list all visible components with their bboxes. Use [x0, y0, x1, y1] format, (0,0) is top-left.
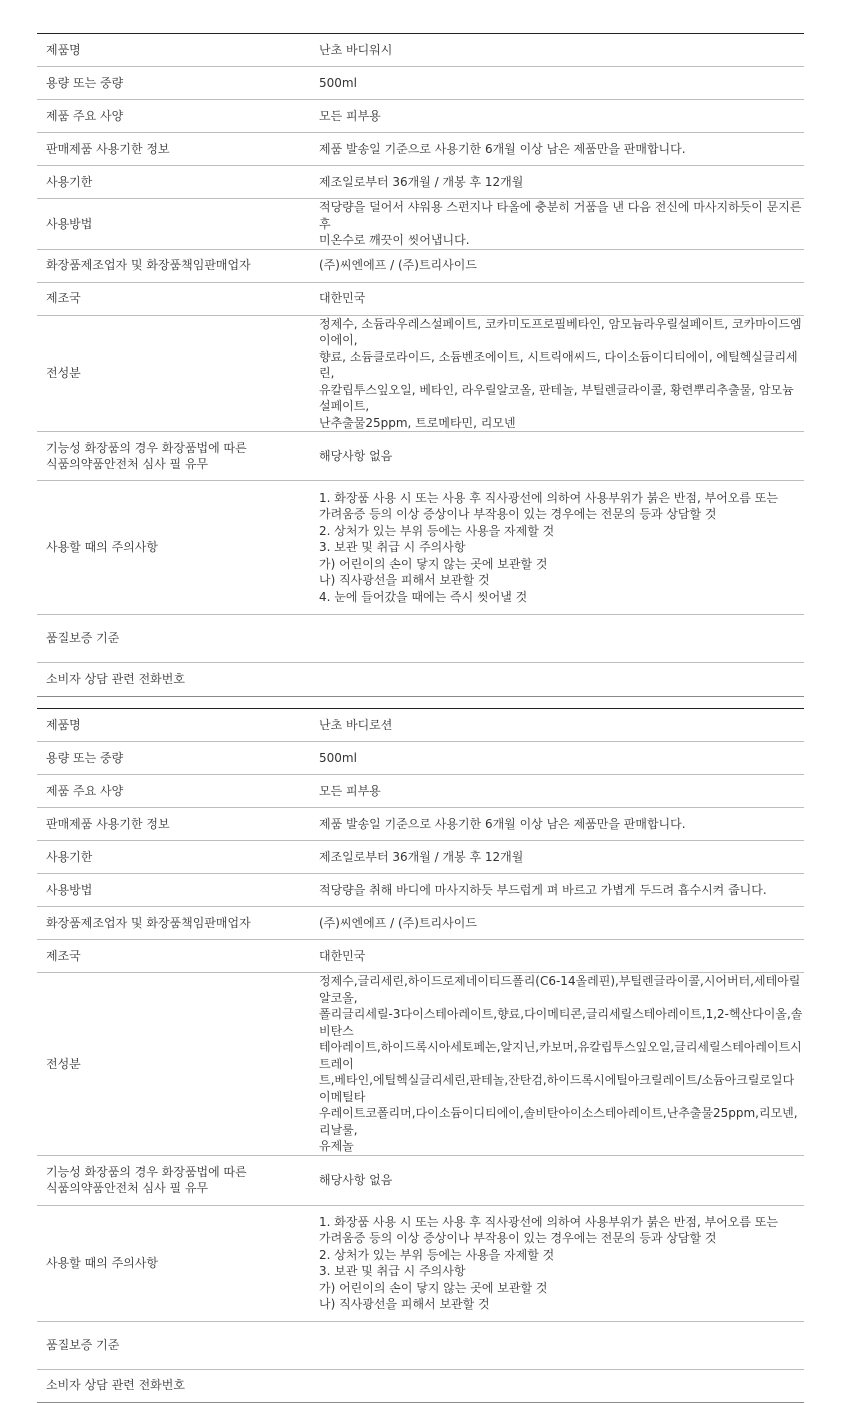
- row-label-text: 판매제품 사용기한 정보: [46, 816, 170, 831]
- info-row-consumer-phone: [37, 663, 804, 697]
- row-value-text: 해당사항 없음: [319, 448, 393, 463]
- info-row-quality-standard: [37, 1321, 804, 1369]
- row-value-text: 모든 피부용: [319, 108, 381, 123]
- row-label-text: 소비자 상담 관련 전화번호: [46, 1378, 185, 1393]
- info-row-usage: [37, 874, 804, 907]
- row-label-text: 기능성 화장품의 경우 화장품법에 따른 식품의약품안전처 심사 필 유무: [46, 440, 247, 471]
- info-row-precautions: [37, 481, 804, 615]
- info-row-capacity: [37, 67, 804, 100]
- row-value: [319, 874, 804, 907]
- row-label: [37, 907, 319, 940]
- product-info-table-bodylotion: [37, 708, 804, 1403]
- row-label: [37, 841, 319, 874]
- product-info-table-bodywash: [37, 33, 804, 697]
- info-row-precautions: [37, 1205, 804, 1321]
- row-value: [319, 166, 804, 199]
- row-label: [37, 315, 319, 432]
- info-row-main-spec: [37, 775, 804, 808]
- row-label: [37, 742, 319, 775]
- row-value-text: 적당량을 덜어서 샤워용 스펀지나 타올에 충분히 거품을 낸 다음 전신에 마사지하듯이 문지른 후 미온수로 깨끗이 씻어냅니다.: [319, 200, 802, 247]
- row-label-text: 화장품제조업자 및 화장품책임판매업자: [46, 258, 251, 273]
- row-label-text: 품질보증 기준: [46, 1337, 120, 1352]
- row-label: [37, 166, 319, 199]
- row-label-text: 화장품제조업자 및 화장품책임판매업자: [46, 915, 251, 930]
- info-row-functional-review: [37, 432, 804, 481]
- info-row-origin: [37, 282, 804, 315]
- row-label-text: 제조국: [46, 948, 81, 963]
- row-value-text: 1. 화장품 사용 시 또는 사용 후 직사광선에 의하여 사용부위가 붉은 반점, 부어오름 또는 가려움증 등의 이상 증상이나 부작용이 있는 경우에는 전문의 등과 상담할 것 2. 상처가 있는 부위 등에는 사용을 자제할 것 3. 보관 및 취급 시 주의사항 가) 어린이의 손이 닿지 않는 곳에 보관할 것 나) 직사광선을 피해서 보관할 것 4. 눈에 들어갔을 때에는 즉시 씻어낼 것: [319, 490, 778, 604]
- row-label-text: 기능성 화장품의 경우 화장품법에 따른 식품의약품안전처 심사 필 유무: [46, 1164, 247, 1195]
- row-value: [319, 940, 804, 973]
- row-value: [319, 315, 804, 432]
- info-row-capacity: [37, 742, 804, 775]
- row-value: [319, 1205, 804, 1321]
- info-row-main-spec: [37, 100, 804, 133]
- row-value: [319, 199, 804, 250]
- info-row-origin: [37, 940, 804, 973]
- row-label-text: 사용기한: [46, 849, 93, 864]
- row-label-text: 제품명: [46, 717, 81, 732]
- row-value: [319, 973, 804, 1156]
- row-label-text: 사용방법: [46, 882, 93, 897]
- row-value-text: 제품 발송일 기준으로 사용기한 6개월 이상 남은 제품만을 판매합니다.: [319, 141, 686, 156]
- row-label: [37, 1321, 319, 1369]
- row-label: [37, 615, 319, 663]
- row-value: [319, 100, 804, 133]
- row-label: [37, 1205, 319, 1321]
- row-value-text: 제조일로부터 36개월 / 개봉 후 12개월: [319, 849, 524, 864]
- row-value-text: 1. 화장품 사용 시 또는 사용 후 직사광선에 의하여 사용부위가 붉은 반점, 부어오름 또는 가려움증 등의 이상 증상이나 부작용이 있는 경우에는 전문의 등과 상담할 것 2. 상처가 있는 부위 등에는 사용을 자제할 것 3. 보관 및 취급 시 주의사항 가) 어린이의 손이 닿지 않는 곳에 보관할 것 나) 직사광선을 피해서 보관할 것: [319, 1214, 778, 1311]
- row-label-text: 판매제품 사용기한 정보: [46, 141, 170, 156]
- info-row-consumer-phone: [37, 1369, 804, 1402]
- row-label-text: 사용기한: [46, 174, 93, 189]
- row-value: [319, 663, 804, 697]
- row-value-text: (주)씨엔에프 / (주)트리사이드: [319, 258, 477, 273]
- row-label-text: 사용방법: [46, 216, 93, 231]
- row-label: [37, 709, 319, 742]
- row-label-text: 제품명: [46, 42, 81, 57]
- row-label: [37, 808, 319, 841]
- row-value: [319, 808, 804, 841]
- row-value: [319, 133, 804, 166]
- info-row-functional-review: [37, 1155, 804, 1205]
- info-row-expiry: [37, 841, 804, 874]
- row-label: [37, 432, 319, 481]
- row-label-text: 제품 주요 사양: [46, 108, 124, 123]
- info-row-expiry: [37, 166, 804, 199]
- row-value: [319, 709, 804, 742]
- row-value: [319, 282, 804, 315]
- row-label: [37, 940, 319, 973]
- row-value: [319, 1321, 804, 1369]
- row-label-text: 사용할 때의 주의사항: [46, 1255, 158, 1270]
- row-value: [319, 432, 804, 481]
- row-label-text: 제조국: [46, 291, 81, 306]
- row-label: [37, 481, 319, 615]
- row-label-text: 품질보증 기준: [46, 631, 120, 646]
- row-label: [37, 34, 319, 67]
- row-label: [37, 775, 319, 808]
- row-value-text: 해당사항 없음: [319, 1172, 393, 1187]
- row-value-text: 적당량을 취해 바디에 마사지하듯 부드럽게 펴 바르고 가볍게 두드려 흡수시켜 줍니다.: [319, 882, 767, 897]
- info-row-expiry-info: [37, 133, 804, 166]
- row-value-text: 대한민국: [319, 948, 366, 963]
- row-label-text: 전성분: [46, 366, 81, 380]
- info-row-ingredients: [37, 315, 804, 432]
- row-label-text: 제품 주요 사양: [46, 783, 124, 798]
- row-value-text: 난초 바디로션: [319, 717, 393, 732]
- info-row-ingredients: [37, 973, 804, 1156]
- row-value: [319, 775, 804, 808]
- row-label: [37, 973, 319, 1156]
- row-value-text: 제조일로부터 36개월 / 개봉 후 12개월: [319, 174, 524, 189]
- row-value: [319, 1369, 804, 1402]
- row-value: [319, 907, 804, 940]
- row-value-text: 정제수, 소듐라우레스설페이트, 코카미도프로필베타인, 암모늄라우릴설페이트, 코카마이드엠이에이, 향료, 소듐클로라이드, 소듐벤조에이트, 시트릭애씨드, 다이소듐이디티에이, 에틸헥실글리세린, 유칼립투스잎오일, 베타인, 라우릴알코올, 판테놀, 부틸렌글라이콜, 황련뿌리추출물, 암모늄설페이트, 난추출물25ppm, 트로메타민, 리모넨: [319, 316, 802, 430]
- row-label: [37, 1369, 319, 1402]
- row-label-text: 소비자 상담 관련 전화번호: [46, 672, 185, 687]
- row-value: [319, 742, 804, 775]
- row-value-text: 모든 피부용: [319, 783, 381, 798]
- row-label: [37, 67, 319, 100]
- info-row-quality-standard: [37, 615, 804, 663]
- row-label: [37, 282, 319, 315]
- row-value-text: 난초 바디워시: [319, 42, 393, 57]
- row-value: [319, 1155, 804, 1205]
- row-label: [37, 100, 319, 133]
- row-value: [319, 615, 804, 663]
- info-row-product-name: [37, 34, 804, 67]
- row-label: [37, 199, 319, 250]
- row-value-text: 500ml: [319, 75, 357, 90]
- info-row-manufacturer: [37, 907, 804, 940]
- info-row-product-name: [37, 709, 804, 742]
- info-row-usage: [37, 199, 804, 250]
- row-value-text: 제품 발송일 기준으로 사용기한 6개월 이상 남은 제품만을 판매합니다.: [319, 816, 686, 831]
- row-label: [37, 1155, 319, 1205]
- row-label: [37, 133, 319, 166]
- row-label-text: 용량 또는 중량: [46, 75, 124, 90]
- row-value-text: 정제수,글리세린,하이드로제네이티드폴리(C6-14올레핀),부틸렌글라이콜,시어버터,세테아릴알코올, 폴리글리세릴-3다이스테아레이트,향료,다이메티콘,글리세릴스테아레이트,1,2-헥산다이올,솔비탄스 테아레이트,하이드록시아세토페논,알지닌,카보머,유칼립투스잎오일,글리세릴스테아레이트시트레이 트,베타인,에틸헥실글리세린,판테놀,잔탄검,하이드록시에틸아크릴레이트/소듐아크릴로일다이메틸타 우레이트코폴리머,다이소듐이디티에이,솔비탄아이소스테아레이트,난추출물25ppm,리모넨,리날룰, 유제놀: [319, 974, 803, 1153]
- row-label-text: 사용할 때의 주의사항: [46, 540, 158, 555]
- row-label-text: 전성분: [46, 1056, 81, 1071]
- row-label: [37, 663, 319, 697]
- row-label: [37, 249, 319, 282]
- row-value: [319, 841, 804, 874]
- row-value-text: 대한민국: [319, 291, 366, 306]
- info-row-expiry-info: [37, 808, 804, 841]
- info-row-manufacturer: [37, 249, 804, 282]
- row-value: [319, 481, 804, 615]
- row-value-text: 500ml: [319, 750, 357, 765]
- row-value: [319, 67, 804, 100]
- row-label: [37, 874, 319, 907]
- row-label-text: 용량 또는 중량: [46, 750, 124, 765]
- row-value-text: (주)씨엔에프 / (주)트리사이드: [319, 915, 477, 930]
- row-value: [319, 34, 804, 67]
- row-value: [319, 249, 804, 282]
